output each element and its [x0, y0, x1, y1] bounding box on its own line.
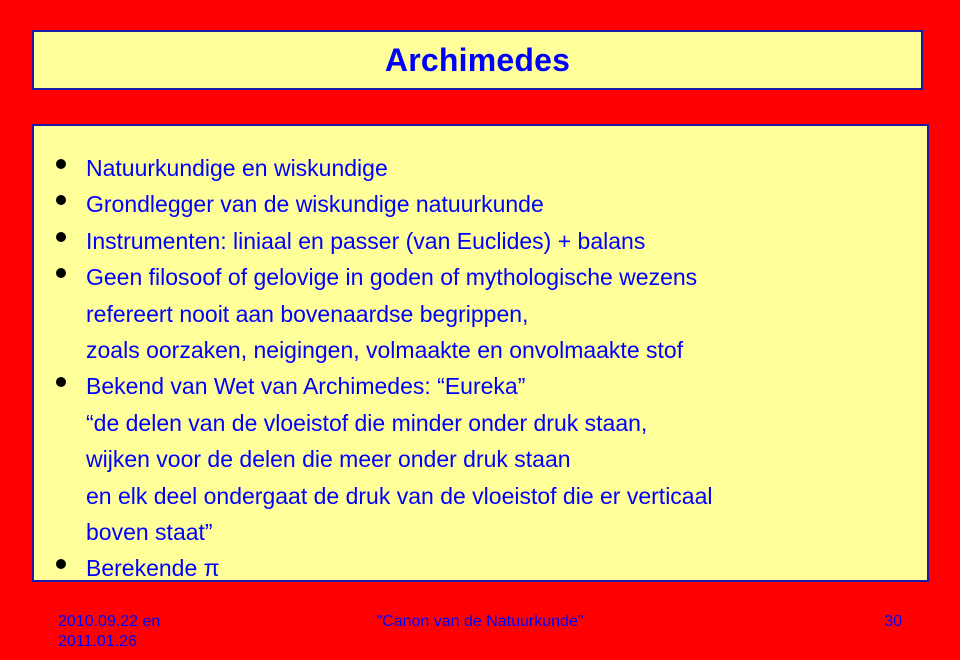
- bullet-line: en elk deel ondergaat de druk van de vloeistof die er verticaal: [86, 482, 713, 509]
- bullet-line: Natuurkundige en wiskundige: [86, 155, 388, 181]
- bullet-dot-icon: [56, 377, 66, 387]
- bullet-line: “de delen van de vloeistof die minder onder druk staan,: [86, 409, 648, 436]
- bullet-line: Instrumenten: liniaal en passer (van Euclides) + balans: [86, 227, 646, 254]
- footer-date-line: 2010.09.22 en: [58, 613, 161, 630]
- slide-title: Archimedes: [384, 41, 571, 78]
- bullet-item: [34, 186, 713, 222]
- bullet-line: wijken voor de delen die meer onder druk staan: [86, 446, 571, 473]
- bullet-item: [34, 259, 713, 368]
- bullet-dot-icon: [56, 559, 66, 569]
- bullet-line: refereert nooit aan bovenaardse begrippen,: [86, 300, 529, 327]
- bullet-line: Berekende π: [86, 555, 220, 582]
- bullet-dot-icon: [56, 159, 66, 169]
- title-box: [32, 30, 923, 90]
- footer-date-line: 2011.01.26: [58, 633, 137, 650]
- bullet-item: [34, 223, 713, 259]
- bullet-item: [34, 150, 713, 186]
- page-number: 30: [884, 613, 902, 630]
- bullet-dot-icon: [56, 268, 66, 278]
- footer-title: "Canon van de Natuurkunde": [376, 613, 584, 630]
- content-box: [32, 124, 929, 582]
- bullet-line: zoals oorzaken, neigingen, volmaakte en onvolmaakte stof: [86, 337, 684, 364]
- bullet-item: [34, 550, 713, 586]
- bullet-dot-icon: [56, 232, 66, 242]
- bullet-list: [34, 150, 713, 587]
- bullet-line: Bekend van Wet van Archimedes: “Eureka”: [86, 373, 526, 400]
- bullet-line: boven staat”: [86, 519, 213, 546]
- bullet-dot-icon: [56, 195, 66, 205]
- bullet-line: Geen filosoof of gelovige in goden of mythologische wezens: [86, 264, 698, 291]
- bullet-line: Grondlegger van de wiskundige natuurkunde: [86, 191, 544, 218]
- bullet-item: [34, 368, 713, 550]
